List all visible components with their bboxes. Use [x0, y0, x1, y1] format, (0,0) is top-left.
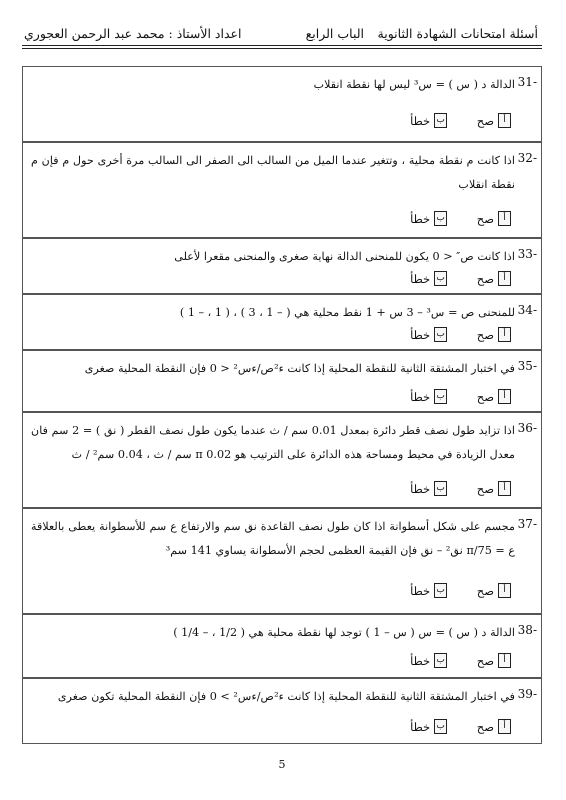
question-block — [22, 678, 542, 744]
exam-page — [22, 24, 542, 776]
question-number: -38 — [517, 623, 537, 637]
answer-options — [384, 269, 511, 286]
header-rule-thin — [22, 48, 542, 49]
option-label: صح — [476, 113, 494, 128]
question-text: للمنحنى ص = س³ – 3 س + 1 نقط محلية هي ( – 1 ، 3 ) ، ( 1 ، – 1 ) — [179, 306, 515, 319]
option-box: ب — [434, 271, 447, 286]
option-box: أ — [498, 481, 511, 496]
option-label: خطأ — [410, 481, 431, 496]
option-label: صح — [476, 389, 494, 404]
page-number: 5 — [278, 758, 286, 771]
question-text: اذا كانت ص″ < 0 يكون للمنحنى الدالة نهاية صغرى والمنحنى مقعرا لأعلى — [174, 250, 515, 263]
question-number: -31 — [517, 75, 537, 89]
answer-options — [384, 111, 511, 128]
option-label: خطأ — [410, 719, 431, 734]
option-correct[interactable] — [477, 271, 511, 286]
option-label: صح — [476, 211, 494, 226]
question-text: اذا كانت م نقطة محلية ، وتتغير عندما الميل من السالب الى الصفر الى السالب مرة أخرى حول م فإن م نقطة انقلاب — [31, 154, 515, 191]
question-block — [22, 142, 542, 238]
question-block — [22, 294, 542, 350]
option-wrong[interactable] — [410, 481, 447, 496]
option-label: صح — [476, 653, 494, 668]
answer-options — [384, 325, 511, 342]
option-box: ب — [434, 389, 447, 404]
question-block — [22, 412, 542, 508]
option-label: صح — [476, 271, 494, 286]
option-label: خطأ — [410, 327, 431, 342]
question-number: -39 — [517, 687, 537, 701]
option-correct[interactable] — [477, 113, 511, 128]
question-block — [22, 350, 542, 412]
option-correct[interactable] — [477, 327, 511, 342]
answer-options — [384, 387, 511, 404]
question-block — [22, 508, 542, 614]
option-box: أ — [498, 211, 511, 226]
option-wrong[interactable] — [410, 327, 447, 342]
option-label: صح — [476, 327, 494, 342]
option-box: أ — [498, 271, 511, 286]
option-wrong[interactable] — [410, 271, 447, 286]
option-box: ب — [434, 211, 447, 226]
option-label: صح — [476, 583, 494, 598]
option-box: أ — [498, 389, 511, 404]
question-number: -35 — [517, 359, 537, 373]
question-text: اذا تزايد طول نصف قطر دائرة بمعدل 0.01 سم / ث عندما يكون طول نصف القطر ( نق ) = 2 سم فان معدل الزيادة في محيط ومساحة هذه الدائرة على الترتيب هو 0.02 π سم / ث ، 0.04 سم² / ث — [31, 424, 515, 461]
question-number: -33 — [517, 247, 537, 261]
question-block — [22, 66, 542, 142]
question-number: -34 — [517, 303, 537, 317]
option-box: أ — [498, 113, 511, 128]
answer-options — [384, 717, 511, 734]
option-correct[interactable] — [477, 481, 511, 496]
answer-options — [384, 651, 511, 668]
option-correct[interactable] — [477, 653, 511, 668]
question-number: -32 — [517, 151, 537, 165]
option-box: ب — [434, 583, 447, 598]
option-label: خطأ — [410, 211, 431, 226]
answer-options — [384, 209, 511, 226]
option-box: ب — [434, 327, 447, 342]
option-label: خطأ — [410, 271, 431, 286]
option-label: صح — [476, 719, 494, 734]
option-box: ب — [434, 719, 447, 734]
author-credit: اعداد الأستاذ : محمد عبد الرحمن العجوري — [24, 26, 242, 41]
option-box: ب — [434, 481, 447, 496]
option-label: خطأ — [410, 583, 431, 598]
option-wrong[interactable] — [410, 653, 447, 668]
option-wrong[interactable] — [410, 389, 447, 404]
question-text: في اختبار المشتقة الثانية للنقطة المحلية إذا كانت ء²ص/ءس² > 0 فإن النقطة المحلية تكون صغرى — [57, 690, 515, 703]
header-rule — [22, 45, 542, 46]
option-wrong[interactable] — [410, 113, 447, 128]
option-wrong[interactable] — [410, 583, 447, 598]
chapter-title: الباب الرابع — [305, 26, 364, 41]
option-box: أ — [498, 327, 511, 342]
option-box: أ — [498, 653, 511, 668]
question-block — [22, 238, 542, 294]
option-label: صح — [476, 481, 494, 496]
option-box: ب — [434, 653, 447, 668]
answer-options — [384, 581, 511, 598]
page-header — [22, 24, 542, 44]
question-text: الدالة د ( س ) = س ( س – 1 ) توجد لها نقطة محلية هي ( 1/2 ، – 1/4 ) — [173, 626, 515, 639]
question-number: -36 — [517, 421, 537, 435]
question-text: الدالة د ( س ) = س³ ليس لها نقطة انقلاب — [313, 78, 515, 91]
option-box: أ — [498, 719, 511, 734]
option-label: خطأ — [410, 653, 431, 668]
option-box: ب — [434, 113, 447, 128]
option-wrong[interactable] — [410, 719, 447, 734]
question-number: -37 — [517, 517, 537, 531]
option-box: أ — [498, 583, 511, 598]
option-correct[interactable] — [477, 719, 511, 734]
series-title: أسئلة امتحانات الشهادة الثانوية — [377, 26, 538, 41]
option-wrong[interactable] — [410, 211, 447, 226]
option-correct[interactable] — [477, 211, 511, 226]
answer-options — [384, 479, 511, 496]
option-correct[interactable] — [477, 389, 511, 404]
question-block — [22, 614, 542, 678]
question-text: في اختبار المشتقة الثانية للنقطة المحلية إذا كانت ء²ص/ءس² < 0 فإن النقطة المحلية صغرى — [84, 362, 515, 375]
option-label: خطأ — [410, 113, 431, 128]
question-text: مجسم على شكل أسطوانة اذا كان طول نصف القاعدة نق سم والارتفاع ع سم للأسطوانة يعطى بالعلاقة ع = 75/π نق² – نق فإن القيمة العظمى لحجم الأسطوانة يساوي 141 سم³ — [31, 520, 515, 557]
option-correct[interactable] — [477, 583, 511, 598]
option-label: خطأ — [410, 389, 431, 404]
